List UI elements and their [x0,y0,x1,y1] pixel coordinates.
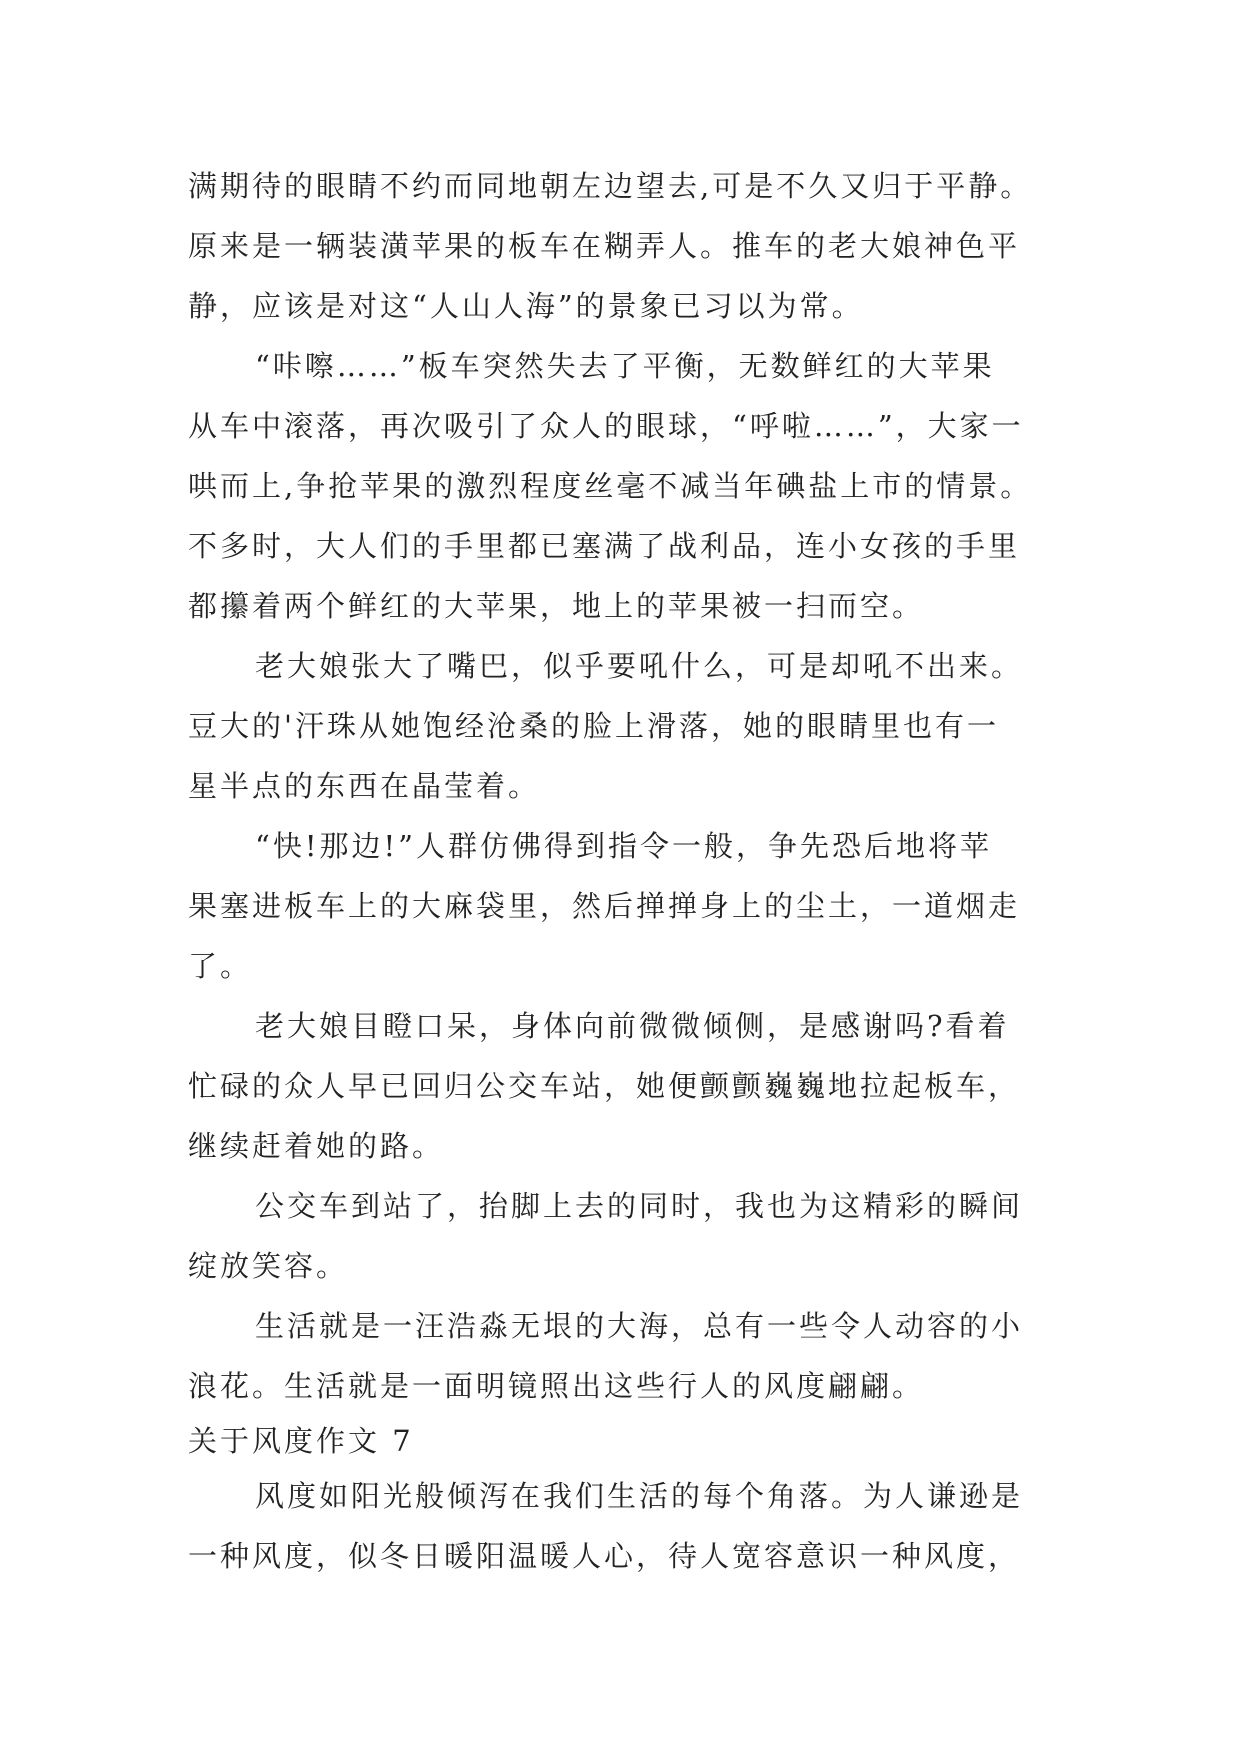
text-line: 浪花。生活就是一面明镜照出这些行人的风度翩翩。 [188,1369,925,1403]
text-line: 继续赶着她的路。 [188,1129,445,1163]
text-line: 满期待的眼睛不约而同地朝左边望去,可是不久又归于平静。 [188,169,1033,203]
text-line: 都攥着两个鲜红的大苹果，地上的苹果被一扫而空。 [188,589,925,623]
text-line: “咔嚓……”板车突然失去了平衡，无数鲜红的大苹果 [255,349,995,383]
text-line: 老大娘目瞪口呆，身体向前微微倾侧，是感谢吗?看着 [255,1009,1010,1043]
text-line: 不多时，大人们的手里都已塞满了战利品，连小女孩的手里 [188,529,1021,563]
section-heading: 关于风度作文 7 [188,1424,414,1458]
text-line: 哄而上,争抢苹果的激烈程度丝毫不减当年碘盐上市的情景。 [188,469,1033,503]
text-line: 风度如阳光般倾泻在我们生活的每个角落。为人谦逊是 [255,1479,1024,1513]
text-line: 从车中滚落，再次吸引了众人的眼球，“呼啦……”，大家一 [188,409,1024,443]
text-line: 原来是一辆装潢苹果的板车在糊弄人。推车的老大娘神色平 [188,229,1021,263]
text-line: 一种风度，似冬日暖阳温暖人心，待人宽容意识一种风度， [188,1539,1021,1573]
text-line: 豆大的'汗珠从她饱经沧桑的脸上滑落，她的眼睛里也有一 [188,709,999,743]
text-line: 公交车到站了，抬脚上去的同时，我也为这精彩的瞬间 [255,1189,1024,1223]
text-line: 忙碌的众人早已回归公交车站，她便颤颤巍巍地拉起板车， [188,1069,1021,1103]
text-line: 了。 [188,949,253,983]
text-line: 老大娘张大了嘴巴，似乎要吼什么，可是却吼不出来。 [255,649,1024,683]
text-line: 绽放笑容。 [188,1249,349,1283]
text-line: 静，应该是对这“人山人海”的景象已习以为常。 [188,289,864,323]
text-line: 果塞进板车上的大麻袋里，然后掸掸身上的尘土，一道烟走 [188,889,1021,923]
text-line: 星半点的东西在晶莹着。 [188,769,541,803]
text-line: “快!那边!”人群仿佛得到指令一般，争先恐后地将苹 [255,829,992,863]
text-line: 生活就是一汪浩淼无垠的大海，总有一些令人动容的小 [255,1309,1024,1343]
